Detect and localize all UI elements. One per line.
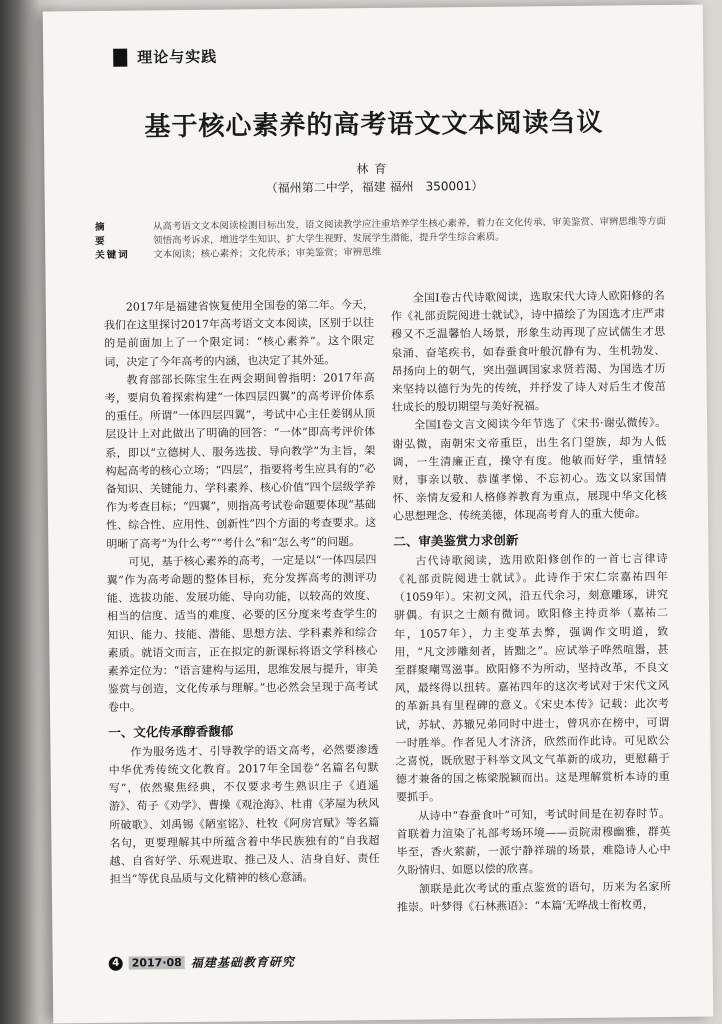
paragraph: 2017年是福建省恢复使用全国卷的第二年。今天，我们在这里探讨2017年高考语文文本阅读，区别于以往的是前面加上了一个限定词：“核心素养”。这个限定词，决定了今年高考的内涵，也决定了其外延。 — [103, 298, 375, 369]
section-label: 理论与实践 — [137, 47, 218, 67]
right-column — [391, 287, 672, 917]
page-number: 4 — [109, 956, 123, 970]
issue-number: 2017·08 — [129, 956, 185, 970]
article-author: 林育 — [356, 161, 393, 177]
section-marker-block — [113, 48, 127, 66]
paragraph: 全国Ⅰ卷古代诗歌阅读，选取宋代大诗人欧阳修的名作《礼部贡院阅进士就试》，诗中描绘了为国选才庄严肃穆又不乏温馨怡人场景，形象生动再现了应试儒生才思泉涌、奋笔疾书，如春蚕食叶般沉静有为、生机勃发、昂扬向上的朝气，突出强调国家求贤若渴、为国选才历来坚持以德行为先的传统，并抒发了诗人对后生才俊茁壮成长的殷切期望与美好祝福。 — [390, 288, 666, 415]
paragraph: 从诗中“春蚕食叶”可知，考试时间是在初春时节。首联着力渲染了礼部考场环境——贡院肃穆幽雅，群英毕至，香火萦薪，一派宁静祥瑞的场景，难隐诗人心中久盼情归、如愿以偿的欣喜。 — [396, 806, 671, 878]
section-heading-1: 一、文化传承醇香馥郁 — [108, 723, 234, 740]
left-column — [104, 296, 380, 889]
page-footer — [109, 953, 295, 972]
journal-name: 福建基础教育研究 — [190, 954, 295, 970]
journal-page — [43, 5, 714, 1024]
abstract-text: 从高考语文文本阅读检测目标出发，语文阅读教学应注重培养学生核心素养，着力在文化传承、审美鉴赏、审辨思维等方面领悟高考诉求，增进学生知识、扩大学生视野、发展学生潜能，提升学生综合素质。 — [152, 215, 667, 247]
paragraph: 全国Ⅰ卷文言文阅读今年节选了《宋书·谢弘微传》。谢弘微，南朝宋文帝重臣，出生名门望族，却为人低调，一生清廉正直，操守有度。他敏而好学，重情轻财，事亲以敬、恭谨孝悌、不忘初心。选文以家国情怀、亲情友爱和人格修养教育为重点，展现中华文化核心思想理念、传统美德，体现高考育人的重大使命。 — [392, 416, 667, 524]
section-heading-2: 二、审美鉴赏力求创新 — [393, 532, 519, 549]
paragraph: 颔联是此次考试的重点鉴赏的语句，历来为名家所推崇。叶梦得《石林燕语》：“本篇‘无哗战士衔枚勇， — [397, 879, 671, 914]
article-title: 基于核心素养的高考语文文本阅读刍议 — [144, 107, 604, 143]
abstract-label: 摘 要 — [94, 221, 135, 247]
paragraph: 作为服务选才、引导教学的语文高考，必然要渗透中华优秀传统文化教育。2017年全国卷“名篇名句默写”，依然聚焦经典，不仅要求考生熟识庄子《逍遥游》、荀子《劝学》、曹操《观沧海》、杜甫《茅屋为秋风所破歌》、刘禹锡《陋室铭》、杜牧《阿房宫赋》等名篇名句，更要理解其中所蕴含着中华民族独有的“自我超越、自省好学、乐观进取、推己及人、洁身自好、责任担当”等优良品质与文化精神的核心意涵。 — [108, 742, 380, 887]
paragraph: 教育部部长陈宝生在两会期间曾指明：2017年高考，要肩负着探索构建“一体四层四翼”的高考评价体系的重任。所谓“一体四层四翼”，考试中心主任姜钢从顶层设计上对此做出了明确的回答：“一体”即高考评价体系，即以“立德树人、服务选拔、导向教学”为主旨，架构起高考的核心立场；“四层”，指要将考生应具有的“必备知识、关键能力、学科素养、核心价值”四个层级学养作为考查目标；“四翼”，则指高考试卷命题要体现“基础性、综合性、应用性、创新性”四个方面的考查要求。这明晰了高考“为什么考”“考什么”和“怎么考”的问题。 — [104, 370, 377, 551]
abstract-block — [95, 215, 675, 263]
paragraph: 古代诗歌阅读，选用欧阳修创作的一首七言律诗《礼部贡院阅进士就试》。此诗作于宋仁宗嘉祐四年（1059年）。宋初文风，沿五代余习，刻意雕琢，讲究骈偶。有识之士颇有微词。欧阳修主持贡举（嘉祐二年，1057年），力主变革去弊，强调作文明道，致用，“凡文涉雕刻者，皆黜之”。应试举子哗然喧嚣，甚至群聚嘲骂滋事。欧阳修不为所动，坚持改革，不良文风，最终得以扭转。嘉祐四年的这次考试对于宋代文风的革新具有里程碑的意义。《宋史本传》记载：此次考试，苏轼、苏辙兄弟同时中进士，曾巩亦在榜中，可谓一时胜举。作者见人才济济，欣然而作此诗。可见欧公之喜悦，既欣慰于科举文风文气革新的成功，更慰藉于德才兼备的国之栋梁脱颖而出。这是理解赏析本诗的重要抓手。 — [393, 551, 670, 805]
paragraph: 可见，基于核心素养的高考，一定是以“一体四层四翼”作为高考命题的整体目标，充分发挥高考的测评功能、选拔功能、发展功能、导向功能，以较高的效度、相当的信度、适当的难度、必要的区分度来考查学生的知识、能力、技能、潜能、思想方法、学科素养和综合素质。就语文而言，正在拟定的新课标将语文学科核心素养定位为：“语言建构与运用，思维发展与提升，审美鉴赏与创造，文化传承与理解。”也必然会呈现于高考试卷中。 — [106, 552, 378, 715]
keywords-label: 关键词 — [95, 249, 130, 261]
section-tag — [113, 46, 217, 68]
author-affiliation: （福州第二中学，福建 福州 350001） — [265, 178, 484, 196]
keywords-text: 文本阅读；核心素养；文化传承；审美鉴赏；审辨思维 — [153, 246, 382, 261]
